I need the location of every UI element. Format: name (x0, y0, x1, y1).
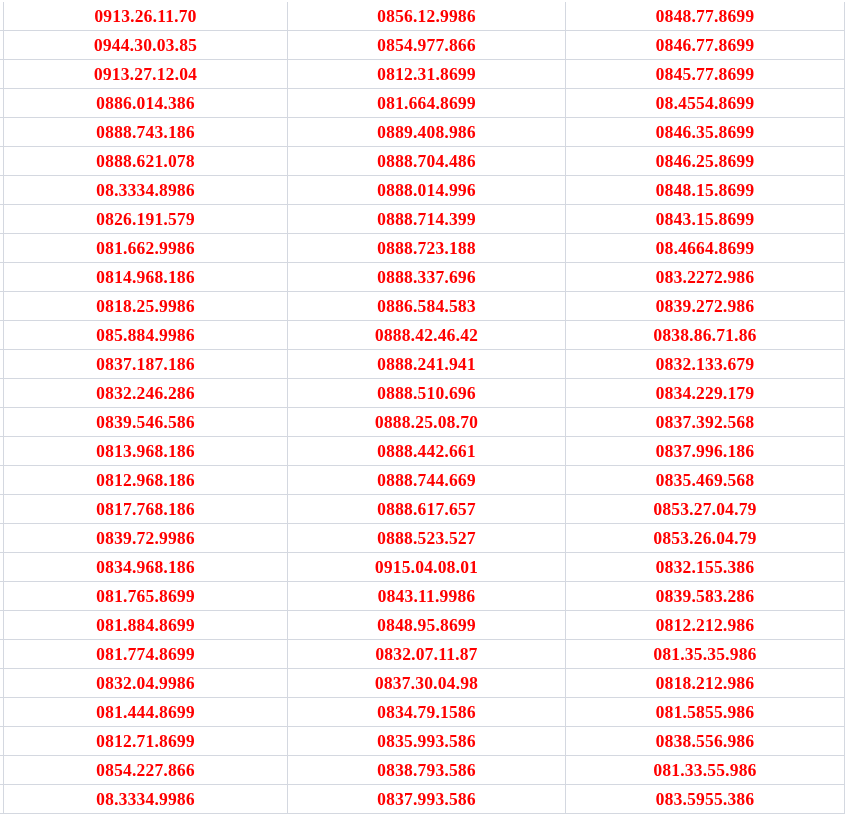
table-cell[interactable]: 081.765.8699 (4, 582, 288, 611)
table-cell[interactable]: 0854.227.866 (4, 756, 288, 785)
table-cell[interactable]: 0846.35.8699 (566, 118, 844, 147)
table-cell[interactable]: 081.444.8699 (4, 698, 288, 727)
table-cell[interactable]: 0817.768.186 (4, 495, 288, 524)
table-cell[interactable]: 0888.523.527 (288, 524, 566, 553)
table-cell[interactable]: 0834.229.179 (566, 379, 844, 408)
table-cell[interactable]: 0853.27.04.79 (566, 495, 844, 524)
table-cell[interactable]: 0848.15.8699 (566, 176, 844, 205)
table-cell[interactable]: 081.884.8699 (4, 611, 288, 640)
table-cell[interactable]: 0812.212.986 (566, 611, 844, 640)
table-cell[interactable]: 0888.743.186 (4, 118, 288, 147)
table-cell[interactable]: 081.33.55.986 (566, 756, 844, 785)
table-cell[interactable]: 0886.014.386 (4, 89, 288, 118)
table-cell[interactable]: 0856.12.9986 (288, 2, 566, 31)
table-cell[interactable]: 0818.25.9986 (4, 292, 288, 321)
table-cell[interactable]: 0888.723.188 (288, 234, 566, 263)
table-cell[interactable]: 08.4664.8699 (566, 234, 844, 263)
table-cell[interactable]: 0888.337.696 (288, 263, 566, 292)
table-cell[interactable]: 0837.993.586 (288, 785, 566, 814)
table-cell[interactable]: 081.664.8699 (288, 89, 566, 118)
table-cell[interactable]: 083.5955.386 (566, 785, 844, 814)
table-cell[interactable]: 0837.30.04.98 (288, 669, 566, 698)
table-cell[interactable]: 0888.442.661 (288, 437, 566, 466)
table-cell[interactable]: 0814.968.186 (4, 263, 288, 292)
table-cell[interactable]: 0888.42.46.42 (288, 321, 566, 350)
table-cell[interactable]: 0818.212.986 (566, 669, 844, 698)
table-cell[interactable]: 0913.27.12.04 (4, 60, 288, 89)
table-cell[interactable]: 0848.77.8699 (566, 2, 844, 31)
table-cell[interactable]: 081.774.8699 (4, 640, 288, 669)
table-cell[interactable]: 0888.617.657 (288, 495, 566, 524)
table-cell[interactable]: 0846.25.8699 (566, 147, 844, 176)
table-cell[interactable]: 08.3334.8986 (4, 176, 288, 205)
table-cell[interactable]: 083.2272.986 (566, 263, 844, 292)
table-cell[interactable]: 0812.31.8699 (288, 60, 566, 89)
table-cell[interactable]: 0888.241.941 (288, 350, 566, 379)
table-cell[interactable]: 0837.996.186 (566, 437, 844, 466)
table-cell[interactable]: 0839.546.586 (4, 408, 288, 437)
table-cell[interactable]: 0838.793.586 (288, 756, 566, 785)
table-cell[interactable]: 0848.95.8699 (288, 611, 566, 640)
table-cell[interactable]: 0843.15.8699 (566, 205, 844, 234)
table-cell[interactable]: 0839.72.9986 (4, 524, 288, 553)
table-cell[interactable]: 0837.187.186 (4, 350, 288, 379)
table-cell[interactable]: 08.4554.8699 (566, 89, 844, 118)
table-cell[interactable]: 0853.26.04.79 (566, 524, 844, 553)
table-cell[interactable]: 0888.014.996 (288, 176, 566, 205)
table-cell[interactable]: 0889.408.986 (288, 118, 566, 147)
table-cell[interactable]: 0832.246.286 (4, 379, 288, 408)
cell-grid (0, 2, 845, 814)
table-cell[interactable]: 08.3334.9986 (4, 785, 288, 814)
table-cell[interactable]: 085.884.9986 (4, 321, 288, 350)
table-cell[interactable]: 0854.977.866 (288, 31, 566, 60)
table-cell[interactable]: 0915.04.08.01 (288, 553, 566, 582)
table-cell[interactable]: 0832.04.9986 (4, 669, 288, 698)
table-cell[interactable]: 0837.392.568 (566, 408, 844, 437)
table-cell[interactable]: 0843.11.9986 (288, 582, 566, 611)
table-cell[interactable]: 0834.968.186 (4, 553, 288, 582)
table-cell[interactable]: 0813.968.186 (4, 437, 288, 466)
table-cell[interactable]: 081.35.35.986 (566, 640, 844, 669)
table-cell[interactable]: 0812.71.8699 (4, 727, 288, 756)
table-cell[interactable]: 0835.469.568 (566, 466, 844, 495)
table-cell[interactable]: 0812.968.186 (4, 466, 288, 495)
table-cell[interactable]: 0913.26.11.70 (4, 2, 288, 31)
table-cell[interactable]: 0888.621.078 (4, 147, 288, 176)
table-cell[interactable]: 0888.744.669 (288, 466, 566, 495)
table-cell[interactable]: 0888.704.486 (288, 147, 566, 176)
table-cell[interactable]: 0832.133.679 (566, 350, 844, 379)
table-cell[interactable]: 0886.584.583 (288, 292, 566, 321)
table-cell[interactable]: 0888.25.08.70 (288, 408, 566, 437)
table-cell[interactable]: 0834.79.1586 (288, 698, 566, 727)
table-cell[interactable]: 0888.510.696 (288, 379, 566, 408)
table-cell[interactable]: 0944.30.03.85 (4, 31, 288, 60)
table-cell[interactable]: 081.5855.986 (566, 698, 844, 727)
table-cell[interactable]: 0846.77.8699 (566, 31, 844, 60)
table-cell[interactable]: 0835.993.586 (288, 727, 566, 756)
table-cell[interactable]: 0839.583.286 (566, 582, 844, 611)
table-cell[interactable]: 0845.77.8699 (566, 60, 844, 89)
table-cell[interactable]: 0826.191.579 (4, 205, 288, 234)
table-cell[interactable]: 0839.272.986 (566, 292, 844, 321)
table-cell[interactable]: 081.662.9986 (4, 234, 288, 263)
table-cell[interactable]: 0832.07.11.87 (288, 640, 566, 669)
table-cell[interactable]: 0832.155.386 (566, 553, 844, 582)
table-cell[interactable]: 0888.714.399 (288, 205, 566, 234)
table-cell[interactable]: 0838.86.71.86 (566, 321, 844, 350)
table-cell[interactable]: 0838.556.986 (566, 727, 844, 756)
